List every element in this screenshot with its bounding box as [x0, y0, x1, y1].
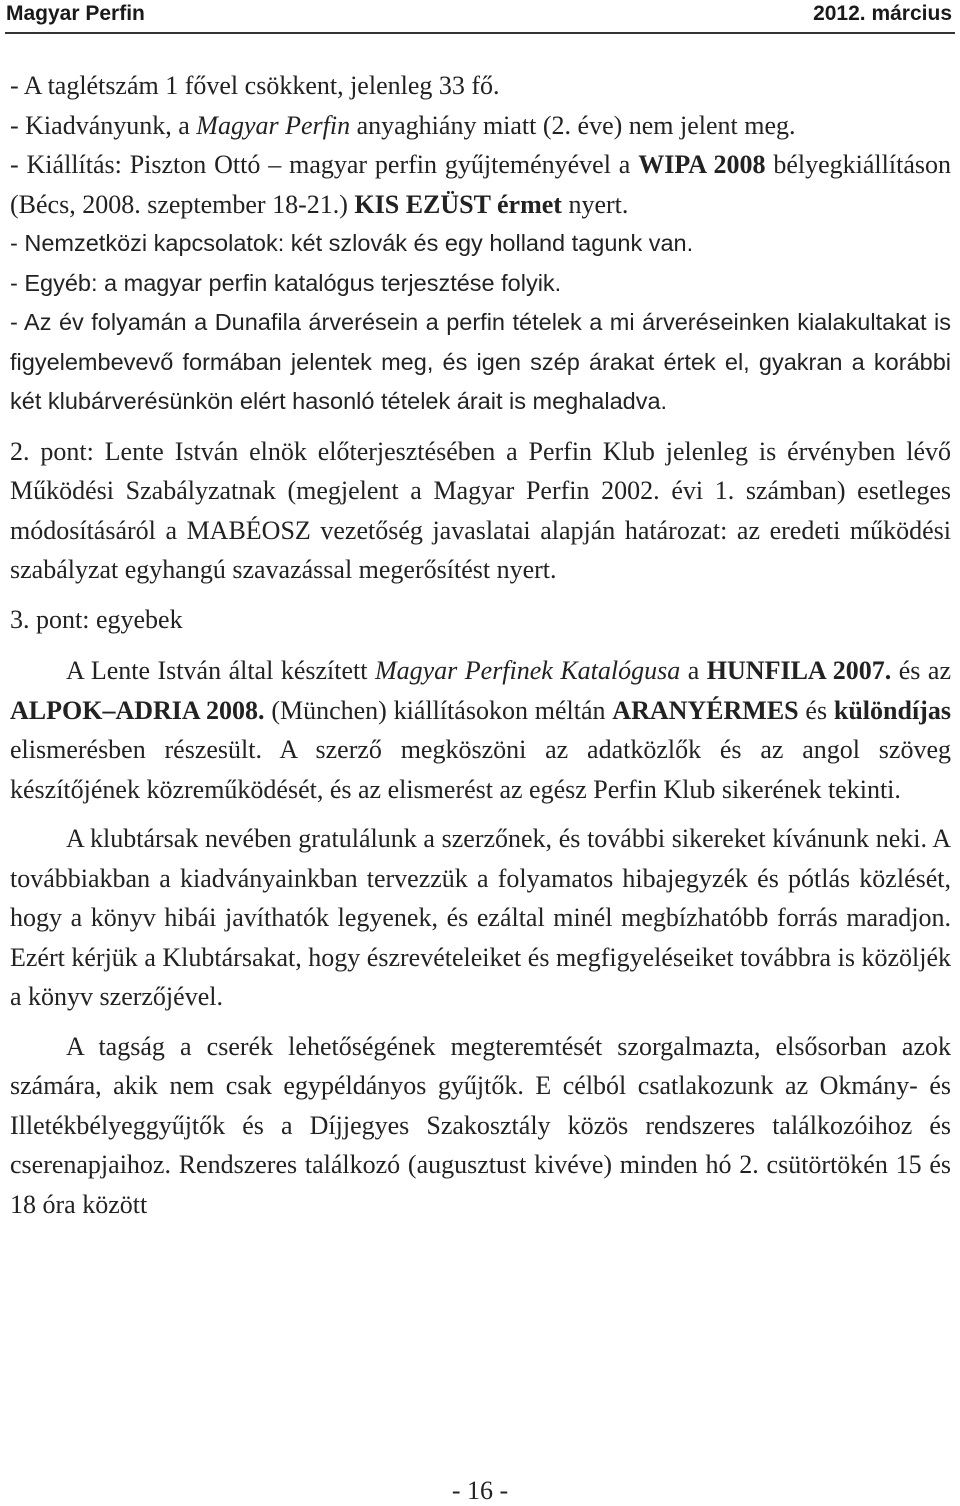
bullet-auction: - Az év folyamán a Dunafila árverésein a perfin tételek a mi árveréseinken kialakultakat is figyelembevevő formában jelentek meg, és igen szép árakat értek el, gyakran a korábbi két klubárverésünkön elért hasonló tételek árait is meghaladva. [10, 309, 951, 414]
point-2-paragraph: 2. pont: Lente István elnök előterjesztésében a Perfin Klub jelenleg is érvényben lévő Működési Szabályzatnak (megjelent a Magyar Perfin 2002. évi 1. számban) esetleges módosításáról a MABÉOSZ vezetőség javaslatai alapján határozat: az eredeti működési szabályzat egyhangú szavazással megerősítést nyert. [10, 436, 951, 584]
bullet-membership: - A taglétszám 1 fővel csökkent, jelenleg 33 fő. [10, 71, 500, 100]
page-number: - 16 - [451, 1476, 509, 1505]
point-3-heading: 3. pont: egyebek [10, 604, 183, 634]
bullet-exhibition: - Kiállítás: Piszton Ottó – magyar perfin gyűjteményével a WIPA 2008 bélyegkiállításon (Bécs, 2008. szeptember 18-21.) KIS EZÜST érmet nyert. [10, 150, 951, 219]
bullet-international: - Nemzetközi kapcsolatok: két szlovák és egy holland tagunk van. [10, 230, 694, 256]
bullet-other: - Egyéb: a magyar perfin katalógus terjesztése folyik. [10, 269, 562, 296]
header-title: Magyar Perfin [6, 2, 145, 25]
header-rule [5, 32, 955, 34]
congratulations-paragraph: A klubtársak nevében gratulálunk a szerzőnek, és további sikereket kívánunk neki. A továbbiakban a kiadványainkban tervezzük a folyamatos hibajegyzék és pótlás közlését, hogy a könyv hibái javíthatók legyenek, és ezáltal minél megbízhatóbb forrás maradjon. Ezért kérjük a Klubtársakat, hogy észrevételeiket és megfigyeléseiket továbbra is közöljék a könyv szerzőjével. [10, 824, 951, 1011]
document-body [10, 66, 951, 1224]
bullet-publication: - Kiadványunk, a Magyar Perfin anyaghiány miatt (2. éve) nem jelent meg. [10, 110, 796, 140]
header-date: 2012. március [813, 2, 952, 25]
membership-exchange-paragraph: A tagság a cserék lehetőségének megteremtését szorgalmazta, elsősorban azok számára, akik nem csak egypéldányos gyűjtők. E célból csatlakozunk az Okmány- és Illetékbélyeggyűjtők és a Díjjegyes Szakosztály közös rendszeres találkozóihoz és cserenapjaihoz. Rendszeres találkozó (augusztust kivéve) minden hó 2. csütörtökén 15 és 18 óra között [10, 1031, 951, 1219]
page-header [0, 0, 960, 36]
award-paragraph: A Lente István által készített Magyar Perfinek Katalógusa a HUNFILA 2007. és az ALPOK–ADRIA 2008. (München) kiállításokon méltán ARANYÉRMES és különdíjas elismerésben részesült. A szerző megköszöni az adatközlők és az angol szöveg készítőjének közreműködését, és az elismerést az egész Perfin Klub sikerének tekinti. [10, 656, 952, 804]
